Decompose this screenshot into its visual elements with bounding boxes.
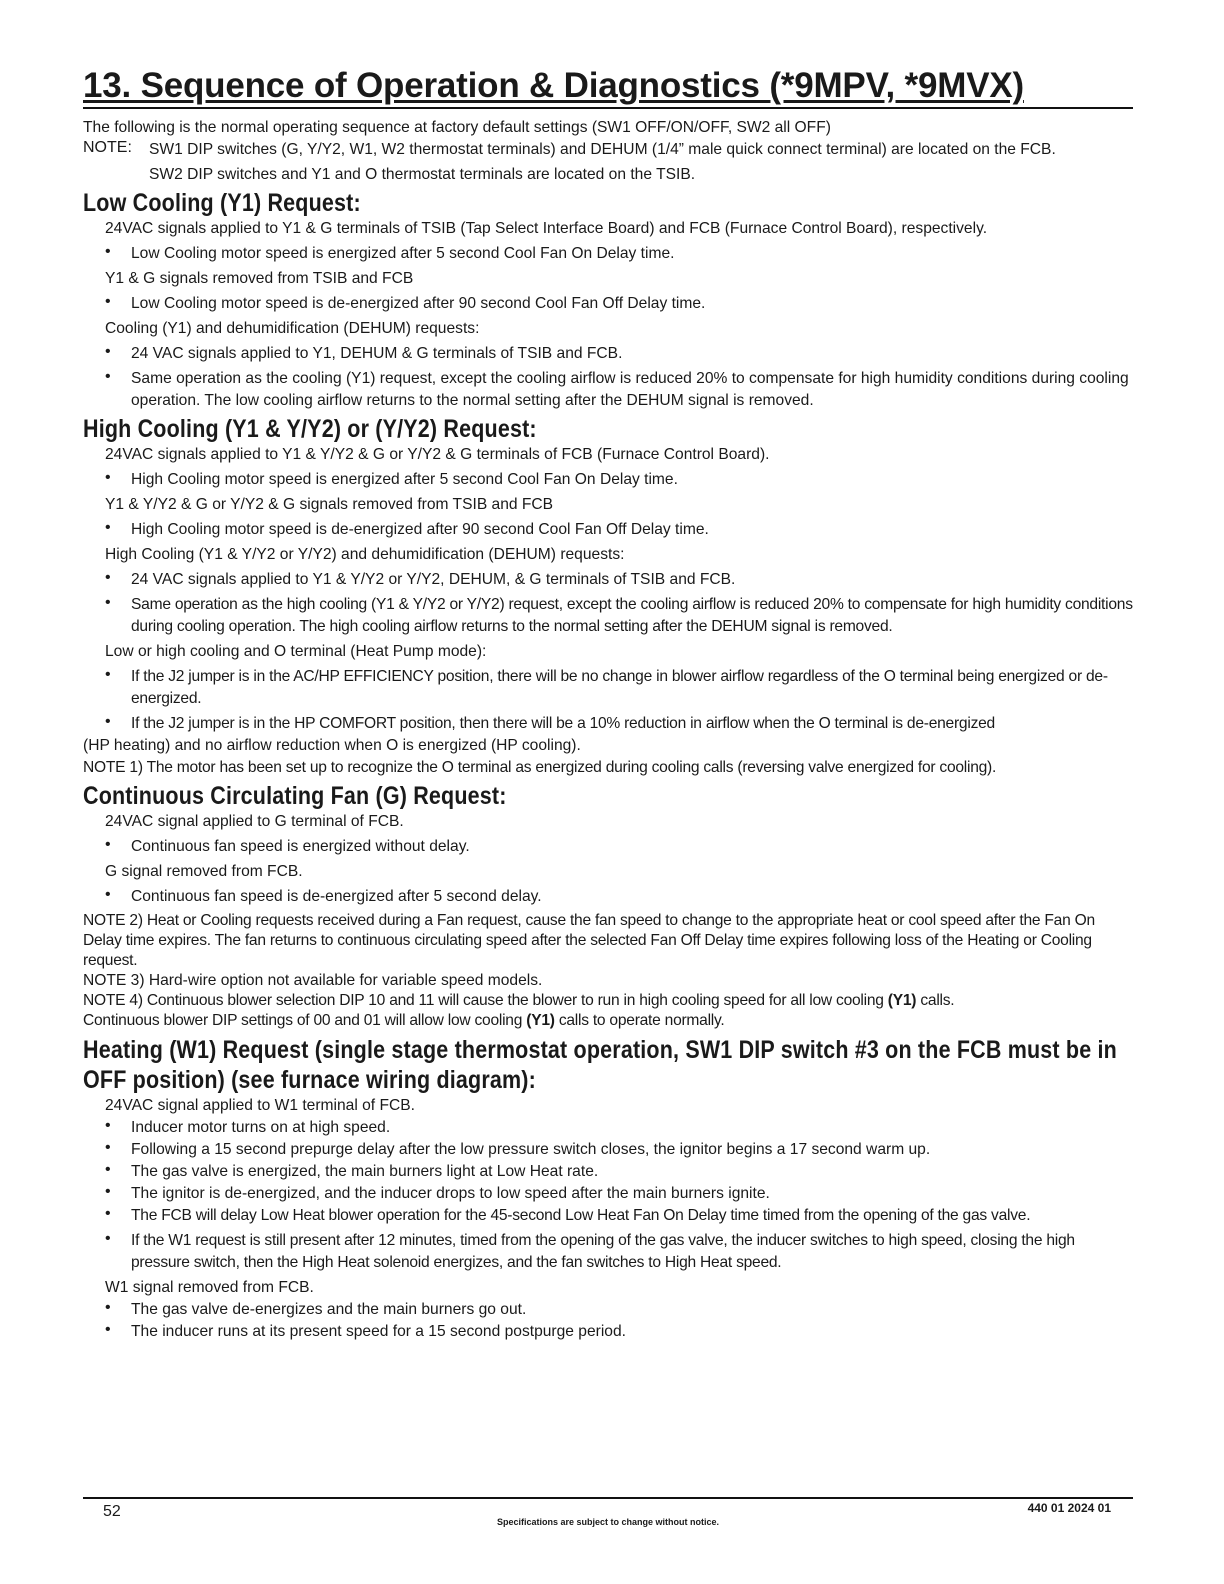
high-bullet-6-cont: (HP heating) and no airflow reduction when O is energized (HP cooling). bbox=[83, 737, 581, 754]
document-number: 440 01 2024 01 bbox=[1027, 1501, 1111, 1515]
bullet-icon: • bbox=[105, 1299, 111, 1316]
bullet-icon: • bbox=[105, 368, 111, 385]
bullet-icon: • bbox=[105, 1161, 111, 1178]
list-item bbox=[83, 469, 1133, 491]
note-2: NOTE 2) Heat or Cooling requests received during a Fan request, cause the fan speed to change to the appropriate heat or cool speed after the Fan On Delay time expires. The fan returns to continuous circulating speed after the selected Fan Off Delay time expires following loss of the Heating or Cooling request. bbox=[83, 912, 1095, 969]
list-item bbox=[83, 569, 1133, 591]
list-item bbox=[83, 1117, 1133, 1139]
bullet-icon: • bbox=[105, 836, 111, 853]
bullet-icon: • bbox=[105, 1321, 111, 1338]
list-item bbox=[83, 1183, 1133, 1205]
list-item bbox=[83, 1161, 1133, 1183]
bullet-icon: • bbox=[105, 1230, 111, 1247]
list-item bbox=[83, 293, 1133, 315]
footer-disclaimer: Specifications are subject to change without notice. bbox=[496, 1517, 720, 1527]
bullet-icon: • bbox=[105, 569, 111, 586]
list-item bbox=[83, 343, 1133, 365]
intro-text: The following is the normal operating sequence at factory default settings (SW1 OFF/ON/OFF, SW2 all OFF) bbox=[83, 119, 831, 136]
heading-low-cooling: Low Cooling (Y1) Request: bbox=[83, 189, 361, 217]
note-4-y1-b: (Y1) bbox=[526, 1012, 555, 1029]
heat-bullet-8: The inducer runs at its present speed for a 15 second postpurge period. bbox=[131, 1323, 626, 1340]
note-label: NOTE: bbox=[83, 139, 132, 156]
bullet-icon: • bbox=[105, 713, 111, 730]
high-bullet-6: If the J2 jumper is in the HP COMFORT position, then there will be a 10% reduction in airflow when the O terminal is de-energized bbox=[131, 715, 995, 732]
list-item bbox=[83, 1139, 1133, 1161]
list-item bbox=[83, 1205, 1133, 1227]
list-item bbox=[83, 368, 1133, 412]
high-line-3: High Cooling (Y1 & Y/Y2 or Y/Y2) and dehumidification (DEHUM) requests: bbox=[105, 546, 625, 563]
heat-bullet-1: Inducer motor turns on at high speed. bbox=[131, 1119, 391, 1136]
low-bullet-4: Same operation as the cooling (Y1) request, except the cooling airflow is reduced 20% to compensate for high humidity conditions during cooling operation. The low cooling airflow returns to the normal setting after the DEHUM signal is removed. bbox=[131, 370, 1129, 409]
heat-bullet-2: Following a 15 second prepurge delay after the low pressure switch closes, the ignitor begins a 17 second warm up. bbox=[131, 1141, 931, 1158]
heat-line-2: W1 signal removed from FCB. bbox=[105, 1279, 314, 1296]
bullet-icon: • bbox=[105, 519, 111, 536]
list-item bbox=[83, 243, 1133, 265]
high-line-1: 24VAC signals applied to Y1 & Y/Y2 & G or Y/Y2 & G terminals of FCB (Furnace Control Board). bbox=[105, 446, 770, 463]
page-title bbox=[83, 66, 1133, 109]
heat-bullet-5: The FCB will delay Low Heat blower operation for the 45-second Low Heat Fan On Delay time timed from the opening of the gas valve. bbox=[131, 1207, 1031, 1224]
fan-bullet-2: Continuous fan speed is de-energized after 5 second delay. bbox=[131, 888, 542, 905]
list-item bbox=[83, 1230, 1133, 1274]
bullet-icon: • bbox=[105, 243, 111, 260]
high-line-2: Y1 & Y/Y2 & G or Y/Y2 & G signals removed from TSIB and FCB bbox=[105, 496, 554, 513]
note-4 bbox=[83, 991, 1133, 1031]
heading-heating: Heating (W1) Request (single stage thermostat operation, SW1 DIP switch #3 on the FCB must be in OFF position) (see furnace wiring diagram): bbox=[83, 1036, 1117, 1094]
low-bullet-1: Low Cooling motor speed is energized after 5 second Cool Fan On Delay time. bbox=[131, 245, 675, 262]
fan-line-2: G signal removed from FCB. bbox=[105, 863, 303, 880]
note-4-y1-a: (Y1) bbox=[887, 992, 917, 1009]
note-1: NOTE 1) The motor has been set up to recognize the O terminal as energized during cooling calls (reversing valve energized for cooling). bbox=[83, 759, 997, 776]
page-number: 52 bbox=[103, 1503, 121, 1520]
low-line-1: 24VAC signals applied to Y1 & G terminals of TSIB (Tap Select Interface Board) and FCB (Furnace Control Board), respectively. bbox=[105, 220, 988, 237]
bullet-icon: • bbox=[105, 469, 111, 486]
list-item bbox=[83, 713, 1133, 735]
high-bullet-5: If the J2 jumper is in the AC/HP EFFICIENCY position, there will be no change in blower airflow regardless of the O terminal being energized or de-energized. bbox=[131, 668, 1108, 707]
note-4-text-d: calls to operate normally. bbox=[558, 1012, 725, 1029]
list-item bbox=[83, 1321, 1133, 1343]
list-item bbox=[83, 836, 1133, 858]
heat-bullet-3: The gas valve is energized, the main burners light at Low Heat rate. bbox=[131, 1163, 599, 1180]
bullet-icon: • bbox=[105, 343, 111, 360]
list-item bbox=[83, 1299, 1133, 1321]
note-4-text-a: NOTE 4) Continuous blower selection DIP 10 and 11 will cause the blower to run in high cooling speed for all low cooling bbox=[83, 992, 884, 1009]
bullet-icon: • bbox=[105, 666, 111, 683]
list-item bbox=[83, 886, 1133, 908]
bullet-icon: • bbox=[105, 1117, 111, 1134]
page-content bbox=[83, 66, 1133, 1343]
fan-bullet-1: Continuous fan speed is energized without delay. bbox=[131, 838, 470, 855]
high-bullet-2: High Cooling motor speed is de-energized after 90 second Cool Fan Off Delay time. bbox=[131, 521, 709, 538]
bullet-icon: • bbox=[105, 1183, 111, 1200]
note-text-2: SW2 DIP switches and Y1 and O thermostat terminals are located on the TSIB. bbox=[149, 166, 696, 183]
list-item bbox=[83, 519, 1133, 541]
heading-continuous-fan: Continuous Circulating Fan (G) Request: bbox=[83, 782, 507, 810]
bullet-icon: • bbox=[105, 1205, 111, 1222]
note-block bbox=[83, 139, 1133, 161]
bullet-icon: • bbox=[105, 594, 111, 611]
fan-line-1: 24VAC signal applied to G terminal of FCB. bbox=[105, 813, 404, 830]
heading-high-cooling: High Cooling (Y1 & Y/Y2) or (Y/Y2) Request: bbox=[83, 415, 537, 443]
note-4-text-b: calls. bbox=[920, 992, 955, 1009]
page-title-text: 13. Sequence of Operation & Diagnostics (*9MPV, *9MVX) bbox=[83, 66, 1024, 105]
note-3: NOTE 3) Hard-wire option not available for variable speed models. bbox=[83, 972, 543, 989]
heat-bullet-4: The ignitor is de-energized, and the inducer drops to low speed after the main burners ignite. bbox=[131, 1185, 770, 1202]
low-line-3: Cooling (Y1) and dehumidification (DEHUM) requests: bbox=[105, 320, 480, 337]
low-bullet-3: 24 VAC signals applied to Y1, DEHUM & G terminals of TSIB and FCB. bbox=[131, 345, 623, 362]
note-text-1: SW1 DIP switches (G, Y/Y2, W1, W2 thermostat terminals) and DEHUM (1/4” male quick connect terminal) are located on the FCB. bbox=[149, 141, 1056, 158]
high-line-4: Low or high cooling and O terminal (Heat Pump mode): bbox=[105, 643, 487, 660]
list-item bbox=[83, 594, 1133, 638]
high-bullet-4: Same operation as the high cooling (Y1 & Y/Y2 or Y/Y2) request, except the cooling airflow is reduced 20% to compensate for high humidity conditions during cooling operation. The high cooling airflow returns to the normal setting after the DEHUM signal is removed. bbox=[131, 596, 1133, 635]
heat-line-1: 24VAC signal applied to W1 terminal of FCB. bbox=[105, 1097, 415, 1114]
high-bullet-1: High Cooling motor speed is energized after 5 second Cool Fan On Delay time. bbox=[131, 471, 678, 488]
note-4-text-c: Continuous blower DIP settings of 00 and 01 will allow low cooling bbox=[83, 1012, 523, 1029]
low-bullet-2: Low Cooling motor speed is de-energized after 90 second Cool Fan Off Delay time. bbox=[131, 295, 706, 312]
low-line-2: Y1 & G signals removed from TSIB and FCB bbox=[105, 270, 414, 287]
high-bullet-3: 24 VAC signals applied to Y1 & Y/Y2 or Y/Y2, DEHUM, & G terminals of TSIB and FCB. bbox=[131, 571, 736, 588]
heat-bullet-7: The gas valve de-energizes and the main burners go out. bbox=[131, 1301, 527, 1318]
page-footer bbox=[83, 1497, 1133, 1527]
bullet-icon: • bbox=[105, 886, 111, 903]
list-item bbox=[83, 666, 1133, 710]
heat-bullet-6: If the W1 request is still present after 12 minutes, timed from the opening of the gas valve, the inducer switches to high speed, closing the high pressure switch, then the High Heat solenoid energizes, and the fan switches to High Heat speed. bbox=[131, 1232, 1075, 1271]
bullet-icon: • bbox=[105, 293, 111, 310]
bullet-icon: • bbox=[105, 1139, 111, 1156]
